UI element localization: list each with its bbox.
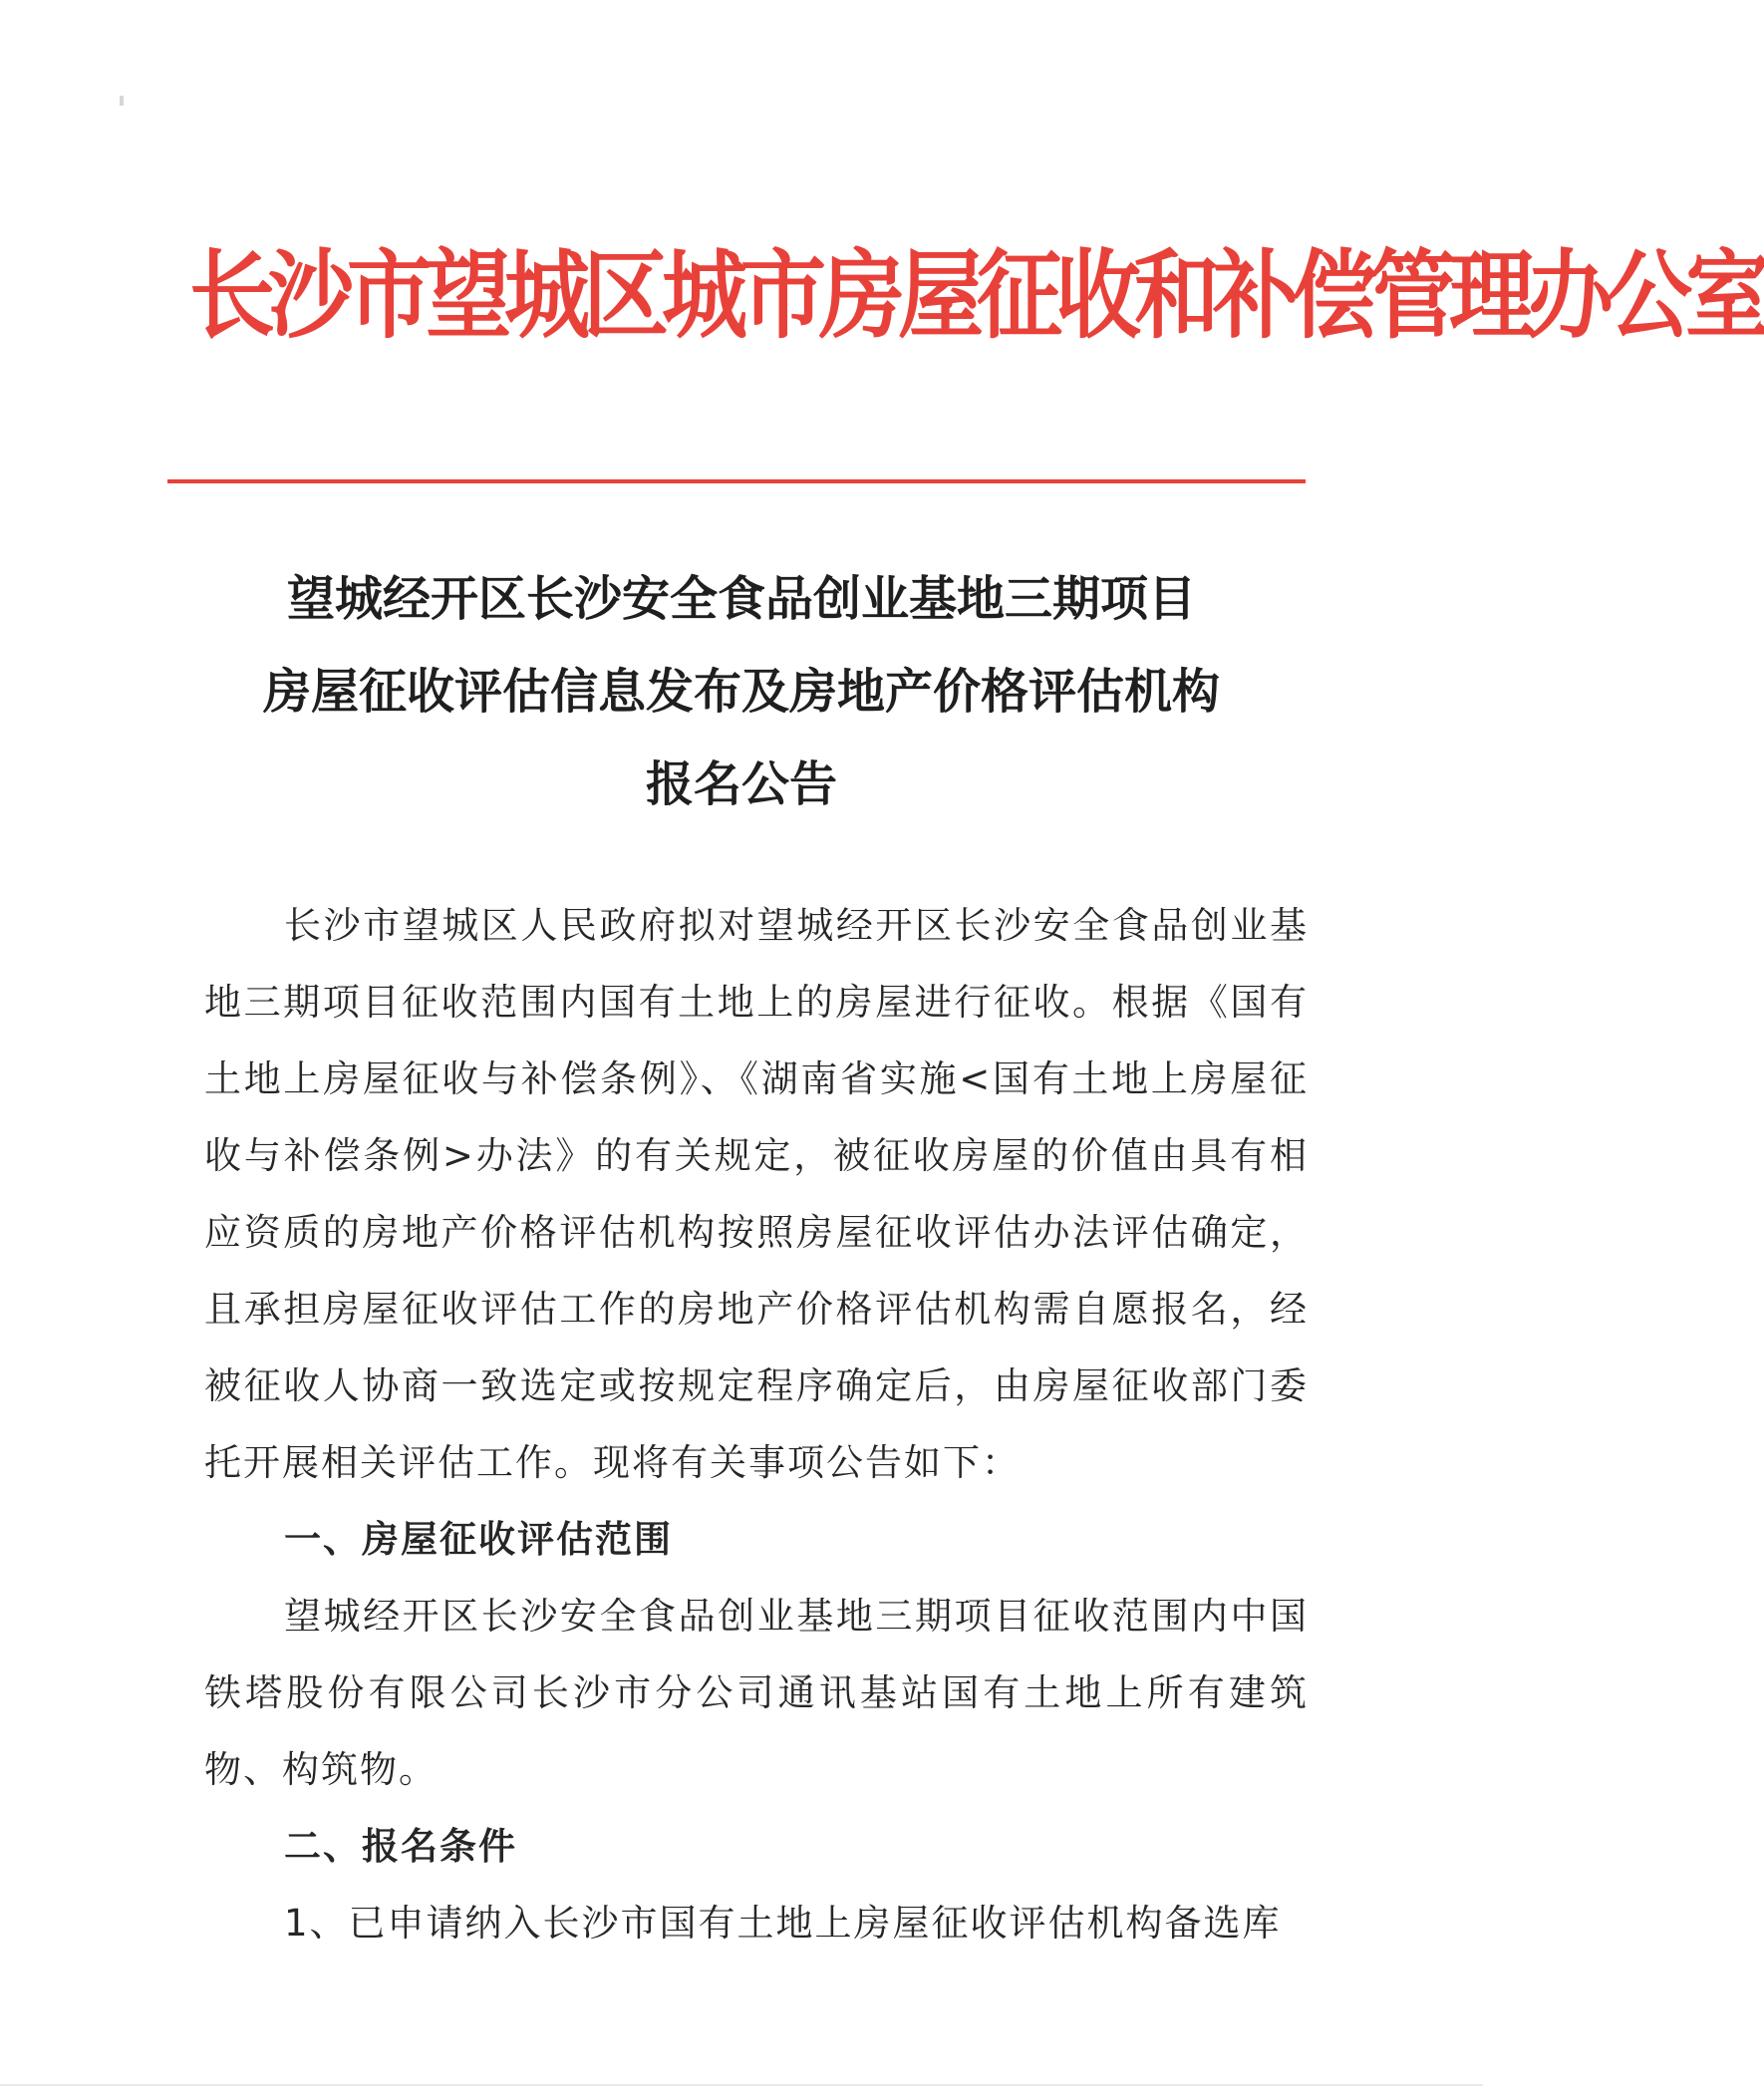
section-1-heading: 一、房屋征收评估范围 [284,1518,673,1561]
page-bottom-edge [0,2084,1483,2086]
section-2-item-1: 1、已申请纳入长沙市国有土地上房屋征收评估机构备选库 [284,1902,1282,1945]
document-body [204,887,1309,1961]
section-1-paragraph: 望城经开区长沙安全食品创业基地三期项目征收范围内中国铁塔股份有限公司长沙市分公司通讯基站国有土地上所有建筑物、构筑物。 [204,1595,1309,1791]
intro-paragraph: 长沙市望城区人民政府拟对望城经开区长沙安全食品创业基地三期项目征收范围内国有土地上的房屋进行征收。根据《国有土地上房屋征收与补偿条例》、《湖南省实施<国有土地上房屋征收与补偿条例>办法》的有关规定，被征收房屋的价值由具有相应资质的房地产价格评估机构按照房屋征收评估办法评估确定，且承担房屋征收评估工作的房地产价格评估机构需自愿报名，经被征收人协商一致选定或按规定程序确定后，由房屋征收部门委托开展相关评估工作。现将有关事项公告如下： [204,904,1309,1484]
title-line-3: 报名公告 [645,756,837,812]
scan-mark [120,96,124,106]
header-red-rule [167,479,1306,483]
organization-header: 长沙市望城区城市房屋征收和补偿管理办公室 [189,240,1764,353]
document-title [149,553,1333,831]
title-line-1: 望城经开区长沙安全食品创业基地三期项目 [286,571,1196,627]
section-2-heading: 二、报名条件 [284,1825,517,1868]
title-line-2: 房屋征收评估信息发布及房地产价格评估机构 [262,664,1220,720]
